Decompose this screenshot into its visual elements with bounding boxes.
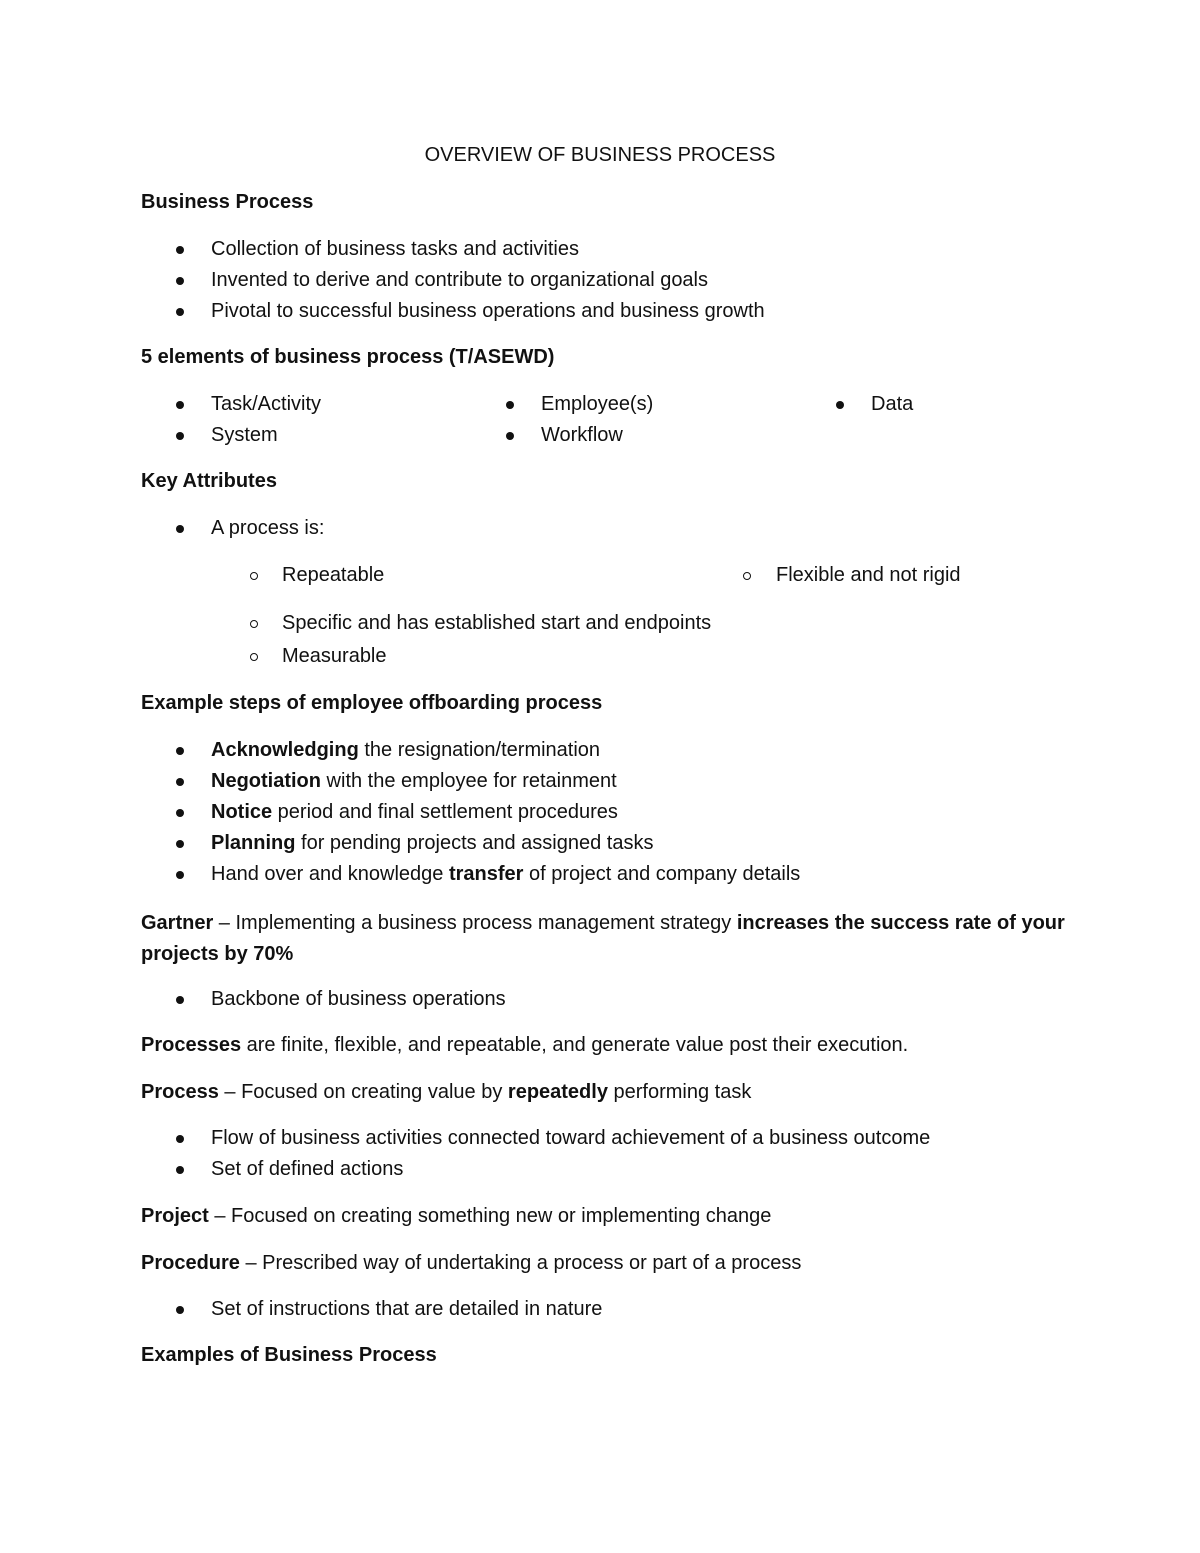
step-text: the resignation/termination <box>358 739 601 761</box>
list-item: Workflow <box>541 424 623 446</box>
process-label: Process <box>141 1081 219 1103</box>
bullet-icon <box>506 432 514 440</box>
list-item <box>211 862 800 887</box>
list-item: A process is: <box>211 517 325 539</box>
list-item <box>211 800 618 825</box>
processes-text: are finite, flexible, and repeatable, and generate value post their execution. <box>241 1034 909 1056</box>
heading-offboarding: Example steps of employee offboarding process <box>141 692 603 714</box>
step-keyword: Acknowledging <box>211 739 359 761</box>
step-keyword: Negotiation <box>211 770 321 792</box>
step-keyword: Notice <box>211 801 273 823</box>
bullet-icon <box>836 401 844 409</box>
step-text: of project and company details <box>523 863 801 885</box>
page-title: OVERVIEW OF BUSINESS PROCESS <box>424 144 776 166</box>
hollow-bullet-icon <box>250 653 258 661</box>
gartner-paragraph <box>141 908 1081 970</box>
heading-key-attributes: Key Attributes <box>141 470 277 492</box>
list-item: Employee(s) <box>541 393 654 415</box>
bullet-icon <box>176 840 184 848</box>
project-text: – Focused on creating something new or implementing change <box>208 1205 772 1227</box>
heading-business-process: Business Process <box>141 191 314 213</box>
sub-list-item: Repeatable <box>282 564 385 586</box>
gartner-text: – Implementing a business process management strategy <box>213 912 737 934</box>
hollow-bullet-icon <box>743 572 751 580</box>
step-text: period and final settlement procedures <box>272 801 618 823</box>
process-definition <box>141 1080 1081 1105</box>
bullet-icon <box>176 277 184 285</box>
heading-elements: 5 elements of business process (T/ASEWD) <box>141 346 555 368</box>
list-item: Set of instructions that are detailed in nature <box>211 1298 603 1320</box>
processes-label: Processes <box>141 1034 242 1056</box>
list-item <box>211 769 617 794</box>
sub-list-item: Specific and has established start and endpoints <box>282 612 712 634</box>
bullet-icon <box>506 401 514 409</box>
procedure-text: – Prescribed way of undertaking a process or part of a process <box>239 1252 802 1274</box>
processes-paragraph <box>141 1033 1081 1058</box>
gartner-stat: increases the success rate of your projects by 70% <box>141 912 1065 965</box>
bullet-icon <box>176 1135 184 1143</box>
bullet-icon <box>176 401 184 409</box>
bullet-icon <box>176 871 184 879</box>
bullet-icon <box>176 525 184 533</box>
list-item: Invented to derive and contribute to organizational goals <box>211 269 709 291</box>
bullet-icon <box>176 747 184 755</box>
sub-list-item: Flexible and not rigid <box>776 564 961 586</box>
bullet-icon <box>176 778 184 786</box>
step-text: for pending projects and assigned tasks <box>295 832 654 854</box>
step-keyword: Planning <box>211 832 296 854</box>
process-text: performing task <box>607 1081 752 1103</box>
list-item: Collection of business tasks and activities <box>211 238 579 260</box>
bullet-icon <box>176 308 184 316</box>
procedure-definition <box>141 1251 1081 1276</box>
gartner-label: Gartner <box>141 912 214 934</box>
list-item: Backbone of business operations <box>211 988 506 1010</box>
step-text: with the employee for retainment <box>321 770 617 792</box>
bullet-icon <box>176 432 184 440</box>
hollow-bullet-icon <box>250 572 258 580</box>
step-text: Hand over and knowledge <box>211 863 449 885</box>
list-item: Task/Activity <box>211 393 322 415</box>
list-item: Flow of business activities connected toward achievement of a business outcome <box>211 1127 931 1149</box>
hollow-bullet-icon <box>250 620 258 628</box>
sub-list-item: Measurable <box>282 645 387 667</box>
bullet-icon <box>176 246 184 254</box>
step-keyword: transfer <box>448 863 524 885</box>
process-emphasis: repeatedly <box>507 1081 608 1103</box>
bullet-icon <box>176 1306 184 1314</box>
list-item: System <box>211 424 278 446</box>
list-item: Pivotal to successful business operations and business growth <box>211 300 765 322</box>
procedure-label: Procedure <box>141 1252 240 1274</box>
project-definition <box>141 1204 1081 1229</box>
list-item: Set of defined actions <box>211 1158 404 1180</box>
list-item <box>211 738 600 763</box>
bullet-icon <box>176 1166 184 1174</box>
bullet-icon <box>176 809 184 817</box>
list-item <box>211 831 653 856</box>
project-label: Project <box>141 1205 209 1227</box>
bullet-icon <box>176 996 184 1004</box>
heading-examples: Examples of Business Process <box>141 1344 437 1366</box>
process-text: – Focused on creating value by <box>218 1081 508 1103</box>
list-item: Data <box>871 393 914 415</box>
